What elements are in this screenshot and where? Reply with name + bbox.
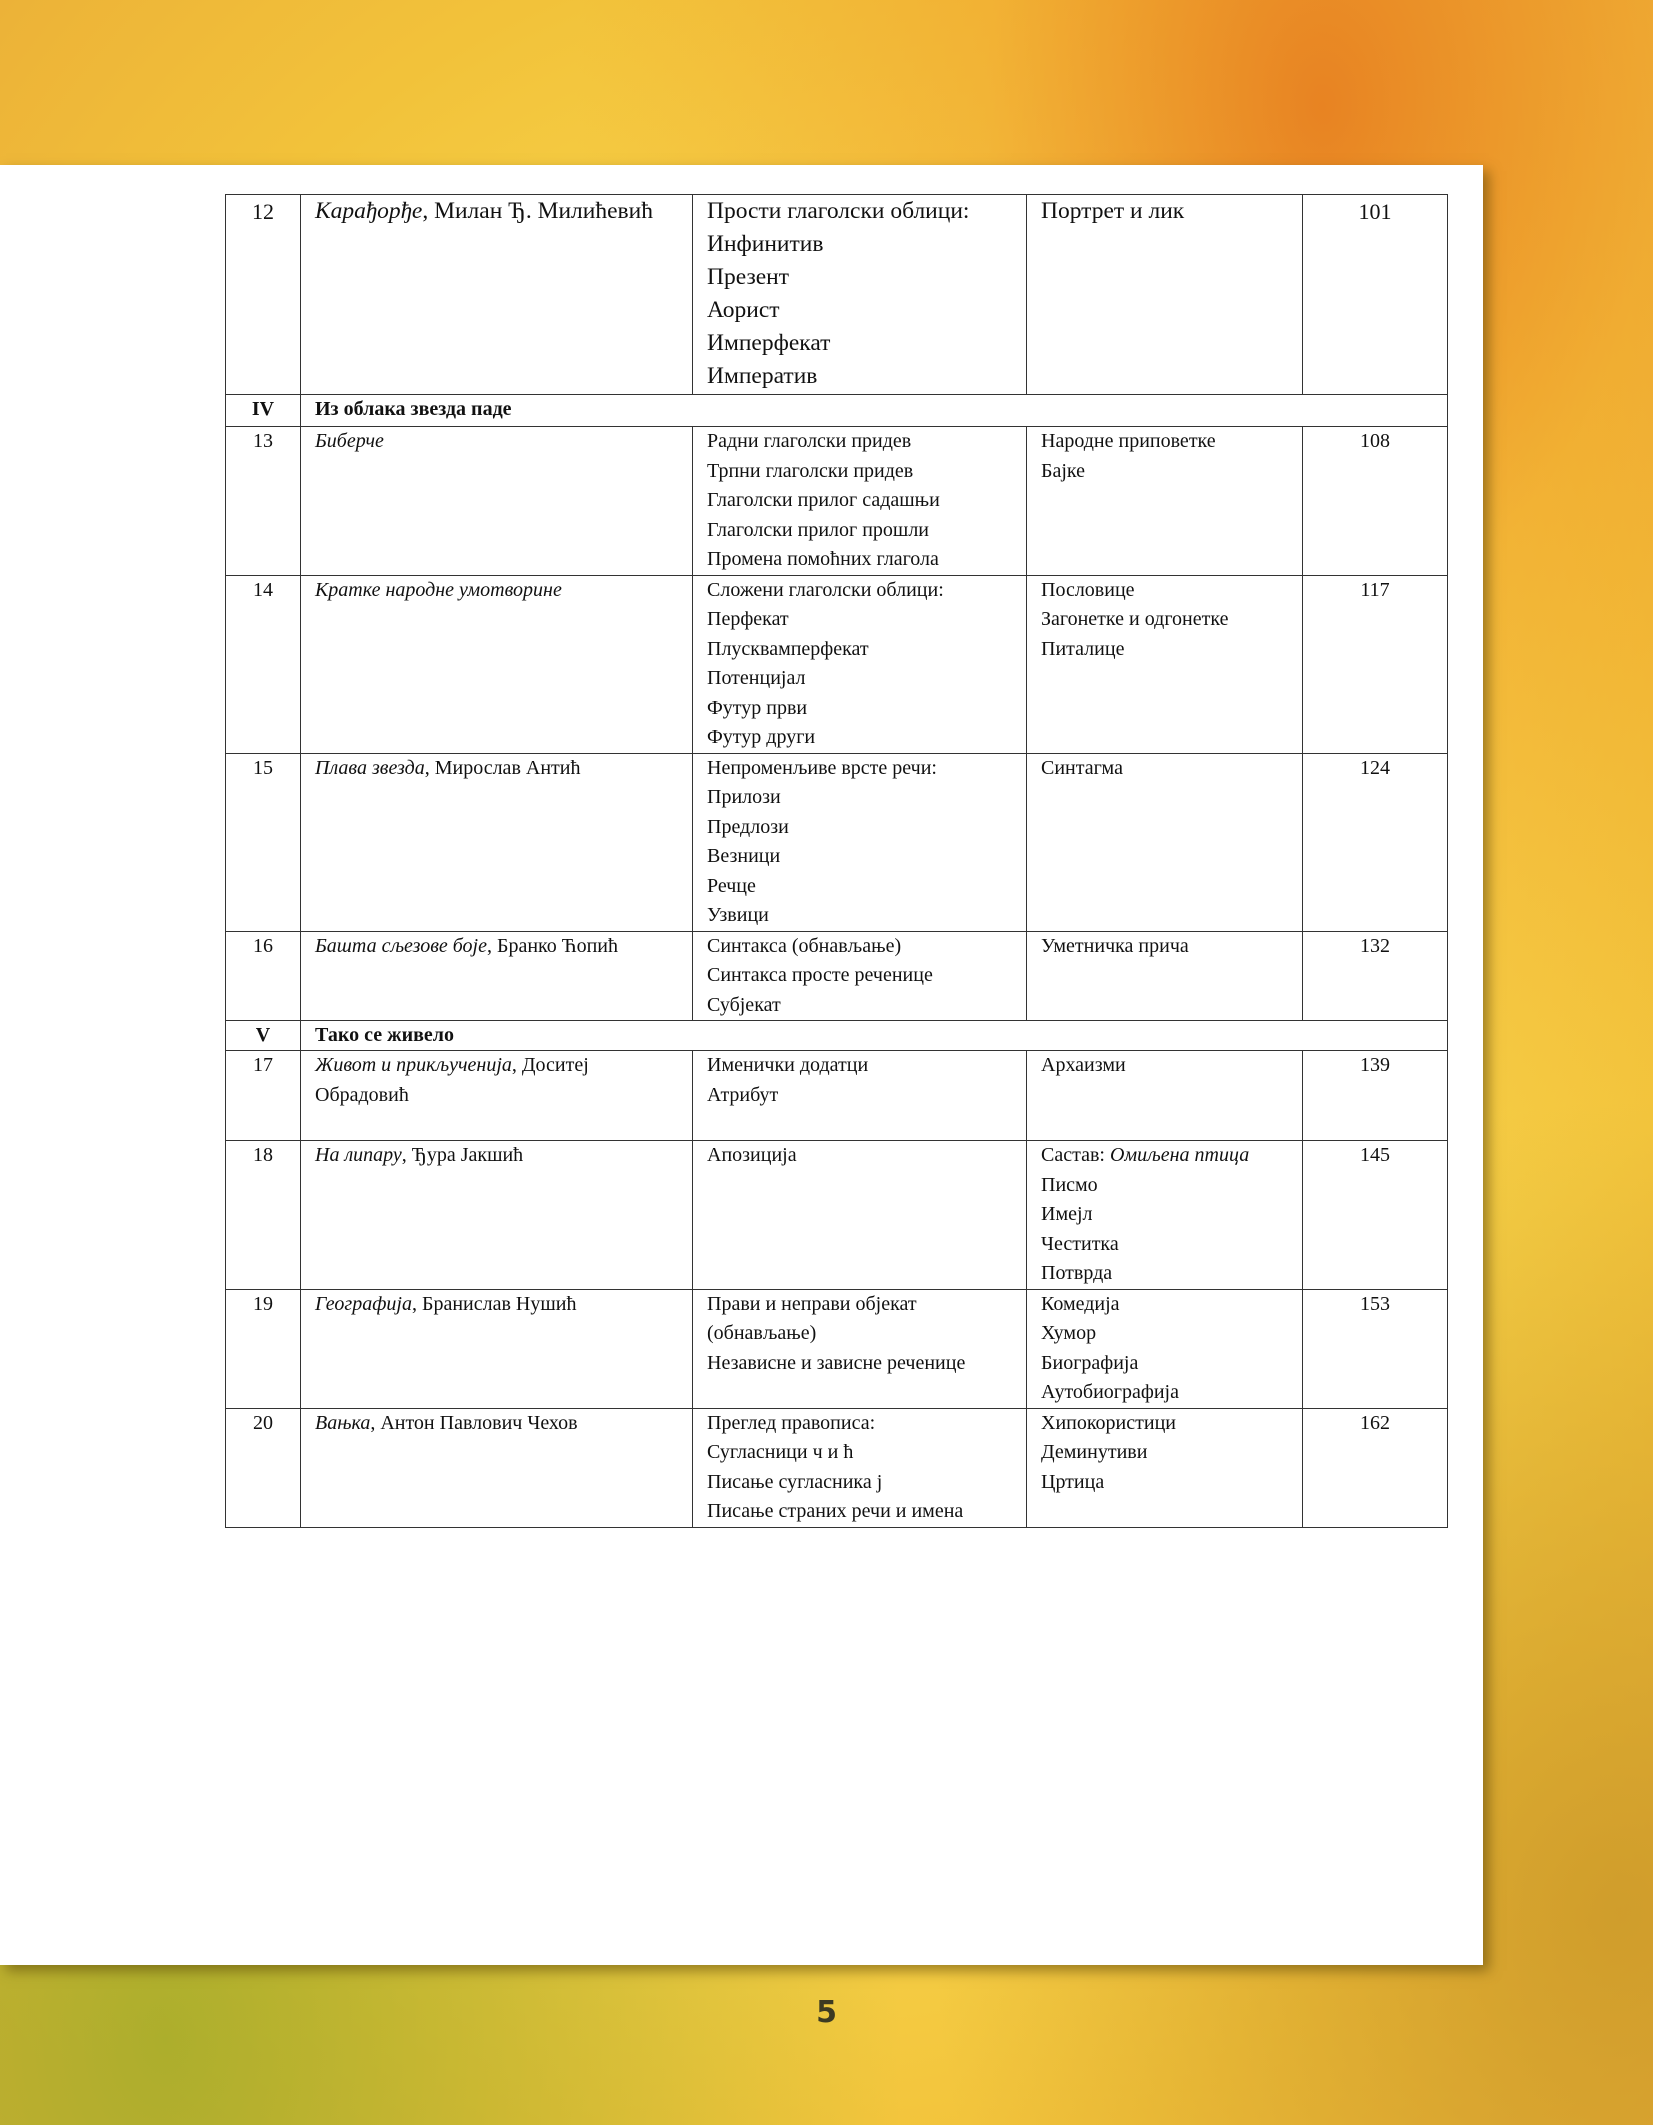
work-title: Карађорђе bbox=[315, 198, 423, 224]
page-ref: 145 bbox=[1303, 1141, 1448, 1290]
grammar-topic: Имперфекат bbox=[707, 330, 831, 356]
grammar-topic: Субјекат bbox=[707, 993, 781, 1016]
theory-topic: Хумор bbox=[1041, 1322, 1097, 1344]
lesson-row bbox=[226, 427, 1448, 576]
work-title: Живот и прикљученија bbox=[315, 1054, 512, 1076]
lesson-row bbox=[226, 195, 1448, 395]
theory-topic: Питалице bbox=[1041, 637, 1125, 660]
theory-topic: Цртица bbox=[1041, 1470, 1105, 1493]
grammar-topic: Прилози bbox=[707, 786, 781, 808]
section-title: Из облака звезда паде bbox=[301, 395, 1448, 427]
page-ref: 153 bbox=[1303, 1289, 1448, 1408]
lesson-row bbox=[226, 1289, 1448, 1408]
work-author: , Антон Павлович Чехов bbox=[370, 1411, 578, 1434]
lesson-title-cell bbox=[301, 195, 693, 395]
lesson-title-cell bbox=[301, 1141, 693, 1290]
grammar-topic: Презент bbox=[707, 264, 789, 290]
theory-topic: Портрет и лик bbox=[1041, 198, 1185, 224]
grammar-topic: Плусквамперфекат bbox=[707, 637, 869, 660]
grammar-topic: Потенцијал bbox=[707, 667, 806, 689]
grammar-topic: Атрибут bbox=[707, 1083, 779, 1106]
grammar-topic: Трпни глаголски придев bbox=[707, 459, 914, 482]
theory-topic: Аутобиографија bbox=[1041, 1381, 1179, 1403]
page-ref: 139 bbox=[1303, 1051, 1448, 1141]
lesson-title-cell bbox=[301, 931, 693, 1021]
lesson-title-cell bbox=[301, 427, 693, 576]
lesson-row bbox=[226, 1408, 1448, 1527]
page-ref: 132 bbox=[1303, 931, 1448, 1021]
theory-topics bbox=[1027, 427, 1303, 576]
work-title: На липару bbox=[315, 1144, 402, 1166]
work-title: Башта сљезове боје bbox=[315, 934, 487, 957]
grammar-topics bbox=[693, 753, 1027, 931]
page-ref: 108 bbox=[1303, 427, 1448, 576]
grammar-topics bbox=[693, 1289, 1027, 1408]
theory-topics bbox=[1027, 1141, 1303, 1290]
theory-topic: Писмо bbox=[1041, 1173, 1098, 1196]
grammar-topic: Сложени глаголски облици: bbox=[707, 578, 944, 601]
lesson-number: 19 bbox=[226, 1289, 301, 1408]
lesson-title-cell bbox=[301, 1289, 693, 1408]
theory-topics bbox=[1027, 1289, 1303, 1408]
page-ref: 124 bbox=[1303, 753, 1448, 931]
grammar-topic: Прави и неправи објекат (обнављање) bbox=[707, 1292, 917, 1344]
grammar-topic: Независне и зависне реченице bbox=[707, 1351, 966, 1374]
lesson-number: 14 bbox=[226, 575, 301, 753]
grammar-topics bbox=[693, 575, 1027, 753]
grammar-topic: Преглед правописа: bbox=[707, 1411, 876, 1434]
lesson-row bbox=[226, 1051, 1448, 1141]
theory-topic: Уметничка прича bbox=[1041, 934, 1189, 957]
work-author: , Бранислав Нушић bbox=[411, 1292, 577, 1315]
work-title: Кратке народне умотворине bbox=[315, 578, 562, 601]
grammar-topic: Футур други bbox=[707, 726, 816, 748]
section-number: IV bbox=[226, 395, 301, 427]
work-author: , Ђура Јакшић bbox=[401, 1144, 524, 1166]
grammar-topic: Синтакса (обнављање) bbox=[707, 934, 902, 957]
page-ref: 101 bbox=[1303, 195, 1448, 395]
work-title: Биберче bbox=[315, 430, 384, 452]
grammar-topics bbox=[693, 1141, 1027, 1290]
grammar-topic: Апозиција bbox=[707, 1144, 797, 1166]
grammar-topic: Аорист bbox=[707, 297, 780, 323]
lesson-number: 18 bbox=[226, 1141, 301, 1290]
page-ref: 162 bbox=[1303, 1408, 1448, 1527]
grammar-topic: Инфинитив bbox=[707, 231, 824, 257]
grammar-topic: Писање сугласника ј bbox=[707, 1470, 883, 1493]
theory-topics bbox=[1027, 1408, 1303, 1527]
grammar-topic: Глаголски прилог прошли bbox=[707, 518, 930, 541]
grammar-topics bbox=[693, 1408, 1027, 1527]
theory-topic: Деминутиви bbox=[1041, 1441, 1148, 1463]
grammar-topics bbox=[693, 195, 1027, 395]
lesson-row bbox=[226, 575, 1448, 753]
grammar-topic: Императив bbox=[707, 363, 818, 389]
theory-topic: Честитка bbox=[1041, 1232, 1119, 1255]
lesson-number: 20 bbox=[226, 1408, 301, 1527]
grammar-topics bbox=[693, 1051, 1027, 1141]
grammar-topic: Сугласници ч и ћ bbox=[707, 1441, 854, 1463]
lesson-number: 16 bbox=[226, 931, 301, 1021]
lesson-row bbox=[226, 1141, 1448, 1290]
lesson-number: 12 bbox=[226, 195, 301, 395]
lesson-row bbox=[226, 753, 1448, 931]
work-title: Плава звезда bbox=[315, 756, 425, 779]
lesson-title-cell bbox=[301, 1408, 693, 1527]
theory-topic: Хипокористици bbox=[1041, 1411, 1176, 1434]
lesson-title-cell bbox=[301, 575, 693, 753]
theory-topic: Архаизми bbox=[1041, 1054, 1126, 1076]
grammar-topics bbox=[693, 931, 1027, 1021]
theory-topic: Народне приповетке bbox=[1041, 430, 1216, 452]
lesson-number: 13 bbox=[226, 427, 301, 576]
grammar-topic: Перфекат bbox=[707, 608, 789, 630]
grammar-topic: Именички додатци bbox=[707, 1054, 869, 1076]
work-author: , Бранко Ћопић bbox=[486, 934, 618, 957]
page-ref: 117 bbox=[1303, 575, 1448, 753]
lesson-number: 15 bbox=[226, 753, 301, 931]
contents-table bbox=[225, 194, 1448, 1528]
grammar-topic: Узвици bbox=[707, 904, 769, 926]
section-number: V bbox=[226, 1021, 301, 1051]
theory-topic: Синтагма bbox=[1041, 756, 1123, 779]
theory-topics bbox=[1027, 931, 1303, 1021]
work-author: , Мирослав Антић bbox=[424, 756, 581, 779]
grammar-topic: Радни глаголски придев bbox=[707, 430, 912, 452]
lesson-row bbox=[226, 931, 1448, 1021]
grammar-topics bbox=[693, 427, 1027, 576]
theory-topic: Имејл bbox=[1041, 1203, 1093, 1225]
grammar-topic: Промена помоћних глагола bbox=[707, 548, 939, 570]
lesson-title-cell bbox=[301, 753, 693, 931]
section-title: Тако се живело bbox=[301, 1021, 1448, 1051]
composition-title: Омиљена птица bbox=[1109, 1144, 1250, 1166]
grammar-topic: Непроменљиве врсте речи: bbox=[707, 756, 937, 779]
page-number: 5 bbox=[816, 1995, 837, 2030]
grammar-topic: Предлози bbox=[707, 815, 789, 838]
work-author: , Милан Ђ. Милићевић bbox=[422, 198, 653, 224]
theory-topic: Биографија bbox=[1041, 1351, 1139, 1374]
section-row bbox=[226, 1021, 1448, 1051]
composition-label: Састав: bbox=[1041, 1144, 1110, 1166]
grammar-topic: Речце bbox=[707, 874, 756, 897]
work-author: , Доситеј Обрадовић bbox=[315, 1054, 589, 1106]
theory-topics bbox=[1027, 753, 1303, 931]
theory-topics bbox=[1027, 1051, 1303, 1141]
page-sheet bbox=[0, 165, 1483, 1965]
grammar-topic: Писање страних речи и имена bbox=[707, 1500, 964, 1522]
grammar-topic: Прости глаголски облици: bbox=[707, 198, 970, 224]
section-row bbox=[226, 395, 1448, 427]
theory-topics bbox=[1027, 575, 1303, 753]
work-title: Вањка bbox=[315, 1411, 371, 1434]
composition-topic bbox=[1041, 1141, 1288, 1171]
lesson-title-cell bbox=[301, 1051, 693, 1141]
theory-topic: Бајке bbox=[1041, 459, 1086, 482]
grammar-topic: Синтакса просте реченице bbox=[707, 964, 933, 986]
lesson-number: 17 bbox=[226, 1051, 301, 1141]
theory-topic: Загонетке и одгонетке bbox=[1041, 608, 1229, 630]
work-title: Географија bbox=[315, 1292, 412, 1315]
grammar-topic: Глаголски прилог садашњи bbox=[707, 489, 940, 511]
theory-topic: Пословице bbox=[1041, 578, 1135, 601]
theory-topics bbox=[1027, 195, 1303, 395]
theory-topic: Комедија bbox=[1041, 1292, 1120, 1315]
grammar-topic: Везници bbox=[707, 845, 781, 867]
grammar-topic: Футур први bbox=[707, 696, 808, 719]
theory-topic: Потврда bbox=[1041, 1262, 1113, 1284]
